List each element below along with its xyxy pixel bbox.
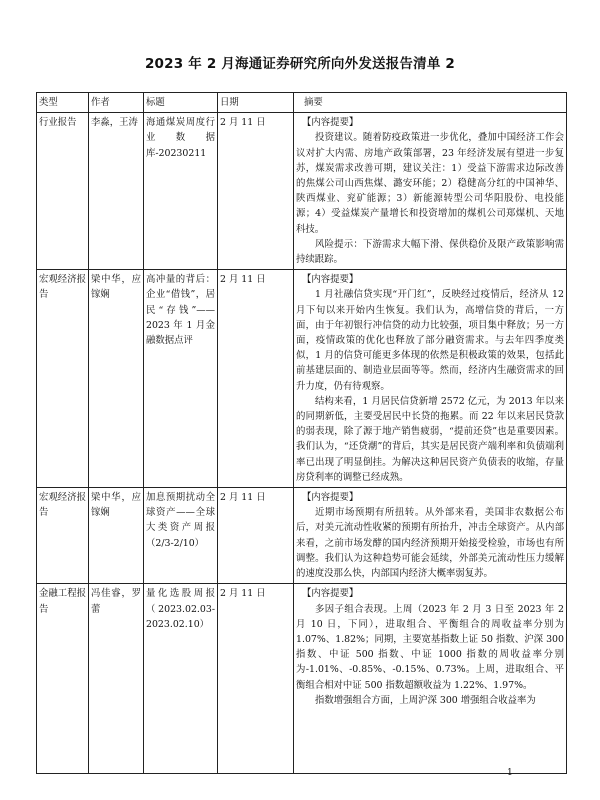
abstract-heading: 【内容提要】: [302, 492, 359, 504]
cell-category: 宏观经济报告: [37, 270, 89, 488]
cell-abstract: [294, 488, 567, 584]
table-header-row: [37, 93, 567, 113]
cell-date: 2 月 11 日: [218, 113, 294, 270]
table-row: [37, 113, 567, 270]
cell-date: 2 月 11 日: [218, 270, 294, 488]
abstract-paragraph: 指数增强组合方面，上周沪深 300 增强组合收益率为: [315, 694, 536, 706]
abstract-paragraph: 风险提示：下游需求大幅下滑、保供稳价及限产政策影响需持续跟踪。: [296, 238, 564, 266]
abstract-paragraph: 结构来看，1 月居民信贷新增 2572 亿元，为 2013 年以来的同期新低，主要受居民中长贷的拖累。而 22 年以来居民贷款的弱表现，除了源于地产销售疲弱，“提前还贷”也是重要因素。我们认为，“还贷潮”的背后，其实是居民资产端利率和负债端利率已出现了明显倒挂。为解决这种居民资产负债表的收缩，存量房贷利率的调整已经成熟。: [296, 395, 564, 483]
cell-author: 李淼，王涛: [89, 113, 144, 270]
table-row: [37, 488, 567, 584]
table-row: [37, 270, 567, 488]
document-title: 2023 年 2 月海通证券研究所向外发送报告清单 2: [144, 56, 456, 72]
abstract-heading: 【内容提要】: [302, 117, 359, 129]
cell-title: 加息预期扰动全球资产——全球大类资产周报（2/3-2/10）: [144, 488, 218, 584]
page-number: 1: [507, 768, 513, 778]
cell-title: 量化选股周报（2023.02.03-2023.02.10）: [144, 584, 218, 774]
report-table: [36, 92, 567, 774]
cell-title: 海通煤炭周度行业数据库-20230211: [144, 113, 218, 270]
abstract-heading: 【内容提要】: [302, 274, 359, 286]
header-abstract: [294, 93, 567, 113]
abstract-paragraph: 多因子组合表现。上周（2023 年 2 月 3 日至 2023 年 2 月 10 日，下同），进取组合、平衡组合的周收益率分别为 1.07%、1.82%；同期，主要宽基指数上证 50 指数、沪深 300 指数、中证 500 指数、中证 1000 指数的周收益率分别为-1.01%、-0.85%、-0.15%、0.73%。上周，进取组合、平衡组合相对中证 500 指数超额收益为 1.22%、1.97%。: [296, 603, 564, 691]
header-category: 类型: [37, 93, 89, 113]
header-author: 作者: [89, 93, 144, 113]
table-row: [37, 584, 567, 774]
cell-date: 2 月 11 日: [218, 488, 294, 584]
cell-title: 高冲量的背后：企业“借钱”，居民“存钱”——2023 年 1 月金融数据点评: [144, 270, 218, 488]
cell-author: 冯佳睿，罗蕾: [89, 584, 144, 774]
cell-author: 梁中华，应镓娴: [89, 270, 144, 488]
cell-abstract: [294, 113, 567, 270]
abstract-paragraph: 投资建议。随着防疫政策进一步优化，叠加中国经济工作会议对扩大内需、房地产政策部署，23 年经济发展有望进一步复苏，煤炭需求改善可期，建议关注：1）受益下游需求边际改善的焦煤公司山西焦煤、潞安环能；2）稳健高分红的中国神华、陕西煤业、兖矿能源；3）新能源转型公司华阳股份、电投能源；4）受益煤炭产量增长和投资增加的煤机公司郑煤机、天地科技。: [296, 132, 564, 235]
cell-author: 梁中华，应镓娴: [89, 488, 144, 584]
cell-abstract: [294, 584, 567, 774]
abstract-paragraph: 1 月社融信贷实现“开门红”，反映经过疫情后，经济从 12 月下旬以来开始内生恢复。我们认为，高增信贷的背后，一方面，由于年初银行冲信贷的动力比较强，项目集中释放；另一方面，疫情政策的优化也释放了部分融资需求。与去年四季度类似，1 月的信贷可能更多体现的依然是积极政策的效果，包括此前基建层面的、制造业层面等等。然而，经济内生融资需求的回升力度，仍有待观察。: [296, 289, 564, 392]
cell-category: 金融工程报告: [37, 584, 89, 774]
abstract-paragraph: 近期市场预期有所扭转。从外部来看，美国非农数据公布后，对美元流动性收紧的预期有所抬升，冲击全球资产。从内部来看，之前市场发酵的国内经济预期开始接受检验，市场也有所调整。我们认为这种趋势可能会延续，外部美元流动性压力缓解的速度没那么快，内部国内经济大概率弱复苏。: [296, 507, 564, 580]
cell-category: 宏观经济报告: [37, 488, 89, 584]
header-title: 标题: [144, 93, 218, 113]
cell-date: 2 月 11 日: [218, 584, 294, 774]
cell-category: 行业报告: [37, 113, 89, 270]
cell-abstract: [294, 270, 567, 488]
header-date: 日期: [218, 93, 294, 113]
header-abstract-label: 摘要: [304, 97, 323, 108]
abstract-heading: 【内容提要】: [302, 588, 359, 600]
